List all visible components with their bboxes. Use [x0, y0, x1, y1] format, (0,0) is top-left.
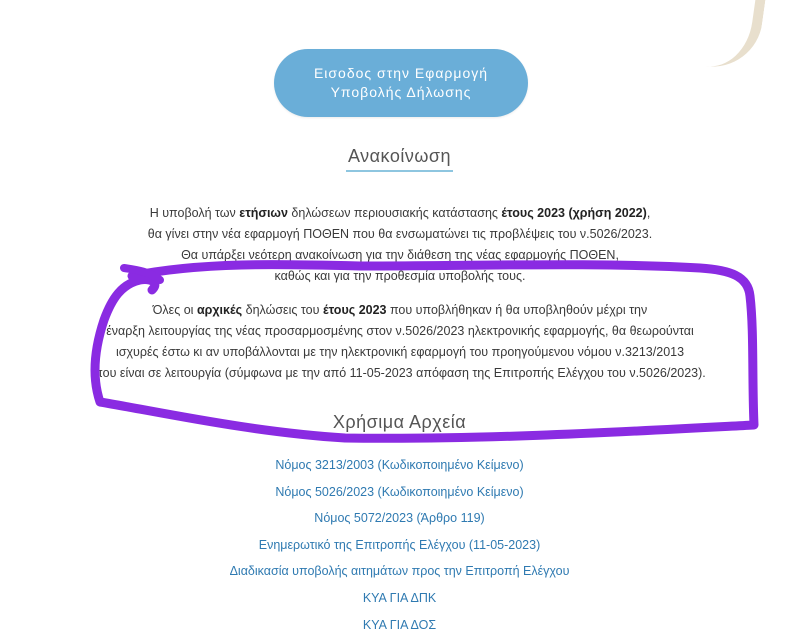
corner-decoration: [706, 0, 767, 73]
login-application-button[interactable]: [274, 49, 528, 117]
announcement-heading: [0, 146, 799, 172]
useful-files-heading: [0, 412, 799, 438]
bold-fragment: ετήσιων: [239, 206, 288, 220]
paragraph-line: που είναι σε λειτουργία (σύμφωνα με την από 11-05-2023 απόφαση της Επιτροπής Ελέγχου του ν.5026/2023).: [94, 366, 706, 380]
file-link-law-3213[interactable]: Νόμος 3213/2003 (Κωδικοποιημένο Κείμενο): [275, 458, 524, 472]
file-link-law-5026[interactable]: Νόμος 5026/2023 (Κωδικοποιημένο Κείμενο): [275, 484, 524, 499]
useful-files-title: Χρήσιμα Αρχεία: [331, 412, 468, 438]
announcement-title: Ανακοίνωση: [346, 146, 453, 172]
file-link-kya-dpk[interactable]: ΚΥΑ ΓΙΑ ΔΠΚ: [362, 590, 437, 605]
file-link-committee-info[interactable]: Ενημερωτικό της Επιτροπής Ελέγχου (11-05-2023): [258, 537, 541, 552]
text-fragment: ,: [646, 206, 651, 220]
login-button-line2: Υποβολής Δήλωσης: [330, 84, 472, 100]
announcement-paragraph-2: [40, 300, 760, 384]
login-button-line1: Εισοδος στην Εφαρμογή: [313, 65, 489, 81]
paragraph-line: έναρξη λειτουργίας της νέας προσαρμοσμένης στον ν.5026/2023 ηλεκτρονικής εφαρμογής, θα θεωρούνται: [106, 324, 694, 338]
paragraph-line: [40, 300, 760, 321]
paragraph-line: Θα υπάρξει νεότερη ανακοίνωση για την διάθεση της νέας εφαρμογής ΠΟΘΕΝ,: [181, 248, 619, 262]
announcement-paragraph-1: [70, 203, 730, 287]
paragraph-line: καθώς και για την προθεσμία υποβολής τους.: [274, 269, 526, 283]
bold-fragment: έτους 2023 (χρήση 2022): [501, 206, 647, 220]
text-fragment: που υποβλήθηκαν ή θα υποβληθούν μέχρι την: [386, 303, 648, 317]
useful-files-list: [0, 452, 799, 638]
text-fragment: Η υποβολή των: [149, 206, 240, 220]
bold-fragment: αρχικές: [196, 303, 243, 317]
text-fragment: δηλώσεων περιουσιακής κατάστασης: [287, 206, 502, 220]
file-link-kya-dos[interactable]: ΚΥΑ ΓΙΑ ΔΟΣ: [362, 617, 437, 632]
file-link-law-5072[interactable]: Νόμος 5072/2023 (Άρθρο 119): [314, 511, 485, 526]
paragraph-line: [70, 203, 730, 224]
text-fragment: Όλες οι: [152, 303, 197, 317]
file-link-request-procedure[interactable]: Διαδικασία υποβολής αιτημάτων προς την Επιτροπή Ελέγχου: [229, 564, 570, 579]
bold-fragment: έτους 2023: [322, 303, 387, 317]
text-fragment: δηλώσεις του: [242, 303, 323, 317]
paragraph-line: θα γίνει στην νέα εφαρμογή ΠΟΘΕΝ που θα ενσωματώνει τις προβλέψεις του ν.5026/2023.: [147, 227, 653, 241]
paragraph-line: ισχυρές έστω κι αν υποβάλλονται με την ηλεκτρονική εφαρμογή του προηγούμενου νόμου ν.3213/2013: [115, 345, 685, 359]
